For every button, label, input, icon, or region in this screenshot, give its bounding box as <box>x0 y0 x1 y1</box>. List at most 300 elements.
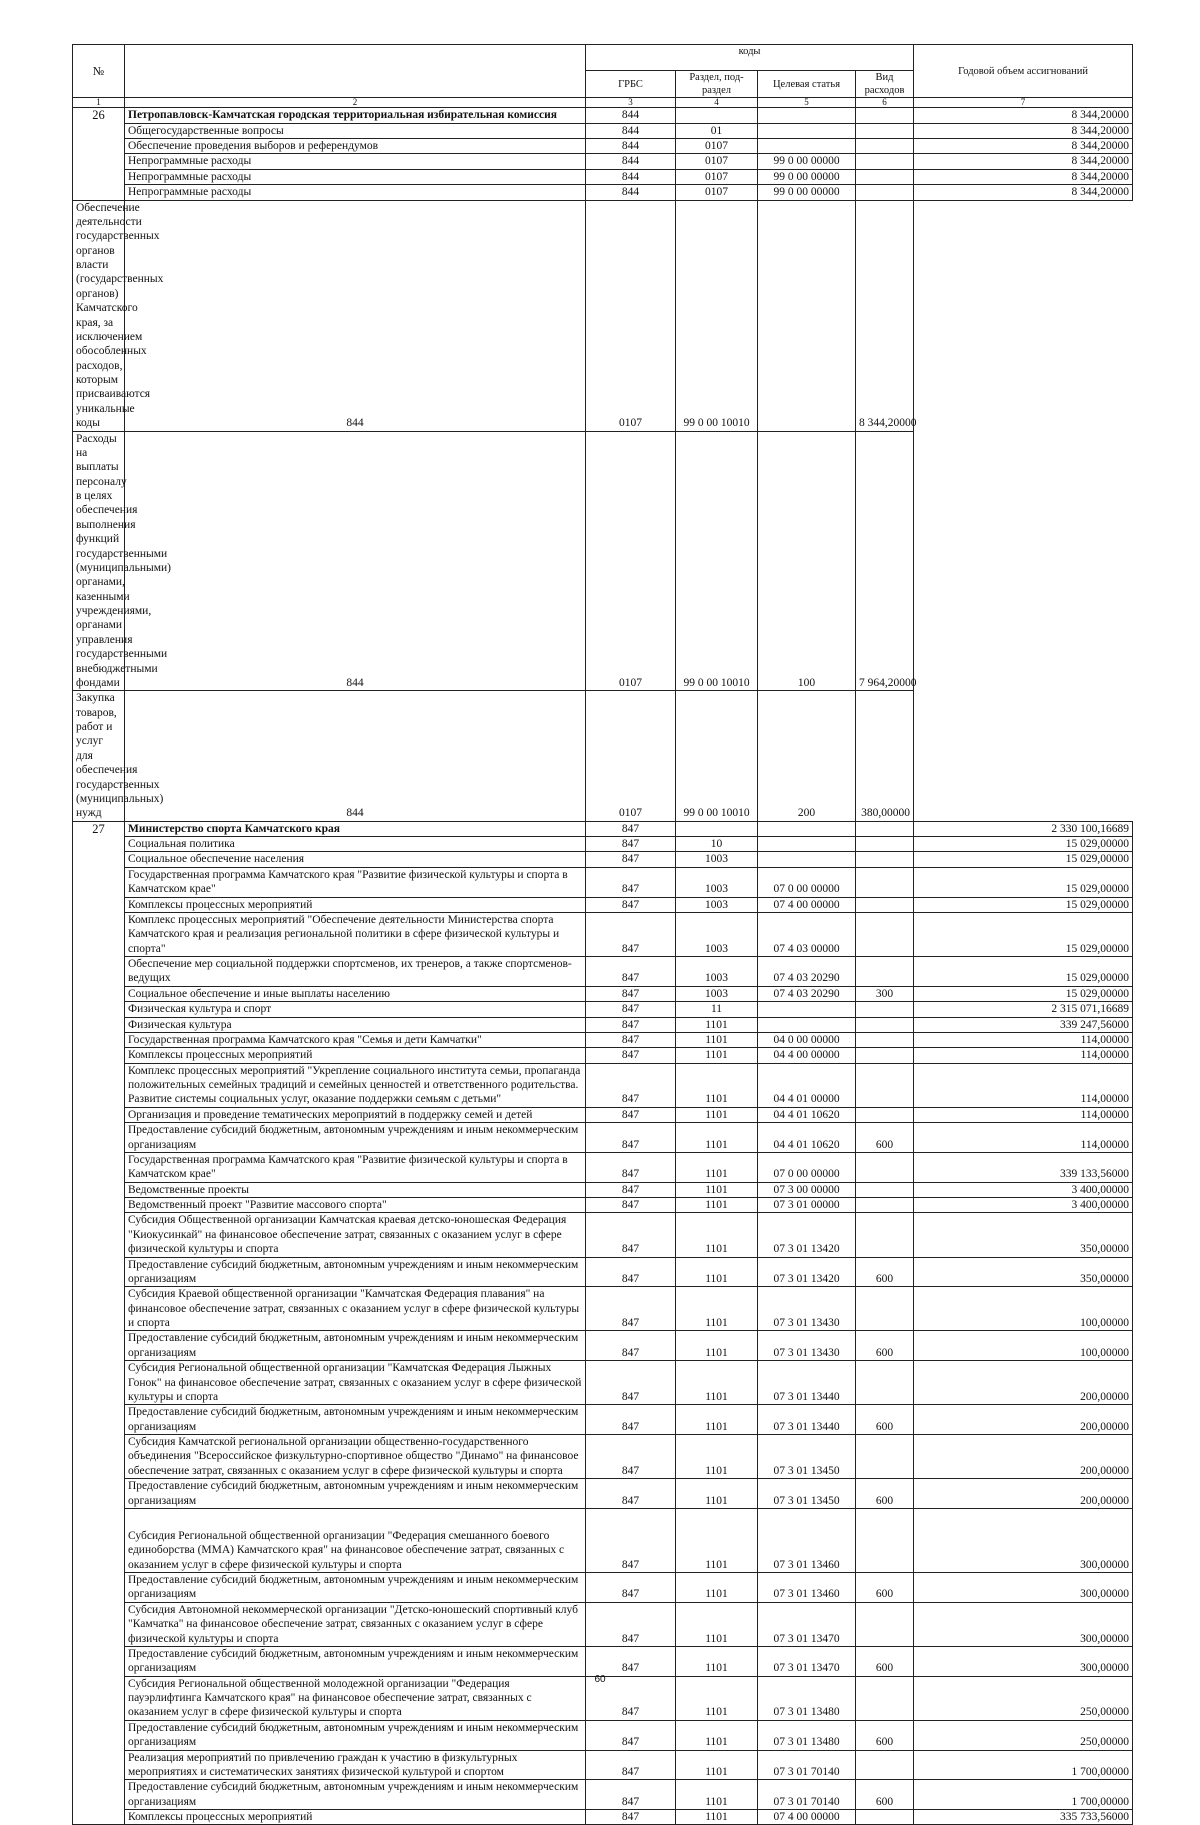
grbs-cell: 847 <box>586 957 676 987</box>
name-cell: Общегосударственные вопросы <box>125 123 586 138</box>
amount-cell: 1 700,00000 <box>914 1780 1133 1810</box>
header-annual-volume: Годовой объем ассигнований <box>914 45 1133 98</box>
target-article-cell <box>758 123 856 138</box>
amount-cell: 114,00000 <box>914 1123 1133 1153</box>
target-article-cell: 07 4 03 20290 <box>758 986 856 1001</box>
expense-type-cell <box>758 200 856 431</box>
table-row <box>73 897 1133 912</box>
section-cell: 0107 <box>676 185 758 200</box>
grbs-cell: 847 <box>586 1287 676 1331</box>
section-cell: 1101 <box>676 1750 758 1780</box>
grbs-cell: 844 <box>125 200 586 431</box>
grbs-cell: 847 <box>586 1048 676 1063</box>
amount-cell: 114,00000 <box>914 1032 1133 1047</box>
grbs-cell: 847 <box>586 1646 676 1676</box>
name-cell: Непрограммные расходы <box>125 169 586 184</box>
column-number: 3 <box>586 98 676 108</box>
name-cell: Государственная программа Камчатского края "Развитие физической культуры и спорта в Камчатском крае" <box>125 867 586 897</box>
table-row <box>73 1287 1133 1331</box>
amount-cell: 339 247,56000 <box>914 1017 1133 1032</box>
table-row <box>73 1780 1133 1810</box>
header-expense-type: Вид расходов <box>856 71 914 98</box>
grbs-cell: 847 <box>586 1405 676 1435</box>
name-cell: Расходы на выплаты персоналу в целях обеспечения выполнения функций государственными (муниципальными) органами, казенными учреждениями, органами управления государственными внебюджетными фондами <box>73 431 125 691</box>
expense-type-cell <box>856 1602 914 1646</box>
section-cell: 11 <box>676 1002 758 1017</box>
table-row <box>73 108 1133 123</box>
name-cell: Предоставление субсидий бюджетным, автономным учреждениям и иным некоммерческим организациям <box>125 1780 586 1810</box>
table-row <box>73 837 1133 852</box>
amount-cell: 8 344,20000 <box>856 200 914 431</box>
target-article-cell: 04 4 01 10620 <box>758 1123 856 1153</box>
expense-type-cell <box>856 1435 914 1479</box>
table-row <box>73 1198 1133 1213</box>
name-cell: Ведомственный проект "Развитие массового спорта" <box>125 1198 586 1213</box>
amount-cell: 1 700,00000 <box>914 1750 1133 1780</box>
amount-cell: 114,00000 <box>914 1107 1133 1122</box>
name-cell: Социальная политика <box>125 837 586 852</box>
section-cell: 1101 <box>676 1720 758 1750</box>
expense-type-cell: 600 <box>856 1479 914 1509</box>
amount-cell: 3 400,00000 <box>914 1198 1133 1213</box>
section-cell: 1101 <box>676 1152 758 1182</box>
target-article-cell: 07 3 01 13480 <box>758 1720 856 1750</box>
table-row <box>73 1152 1133 1182</box>
column-number: 5 <box>758 98 856 108</box>
name-cell: Государственная программа Камчатского края "Развитие физической культуры и спорта в Камчатском крае" <box>125 1152 586 1182</box>
expense-type-cell <box>856 1182 914 1197</box>
name-cell: Государственная программа Камчатского края "Семья и дети Камчатки" <box>125 1032 586 1047</box>
grbs-cell: 847 <box>586 1198 676 1213</box>
amount-cell: 8 344,20000 <box>914 139 1133 154</box>
amount-cell: 200,00000 <box>914 1405 1133 1435</box>
header-target-article: Целевая статья <box>758 71 856 98</box>
expense-type-cell <box>856 1287 914 1331</box>
expense-type-cell <box>856 897 914 912</box>
name-cell: Обеспечение мер социальной поддержки спортсменов, их тренеров, а также спортсменов-ведущих <box>125 957 586 987</box>
amount-cell: 7 964,20000 <box>856 431 914 691</box>
expense-type-cell <box>856 169 914 184</box>
expense-type-cell <box>856 1002 914 1017</box>
section-cell: 10 <box>676 837 758 852</box>
table-row <box>73 1123 1133 1153</box>
expense-type-cell <box>856 1361 914 1405</box>
target-article-cell: 99 0 00 10010 <box>676 691 758 821</box>
amount-cell: 8 344,20000 <box>914 169 1133 184</box>
table-row <box>73 1032 1133 1047</box>
table-row <box>73 867 1133 897</box>
table-row <box>73 1720 1133 1750</box>
amount-cell: 8 344,20000 <box>914 185 1133 200</box>
amount-cell: 8 344,20000 <box>914 108 1133 123</box>
amount-cell: 15 029,00000 <box>914 957 1133 987</box>
table-row <box>73 1017 1133 1032</box>
amount-cell: 200,00000 <box>914 1361 1133 1405</box>
grbs-cell: 847 <box>586 1810 676 1825</box>
grbs-cell: 847 <box>586 1720 676 1750</box>
target-article-cell: 07 3 01 70140 <box>758 1750 856 1780</box>
target-article-cell <box>758 108 856 123</box>
header-name <box>125 45 586 98</box>
amount-cell: 339 133,56000 <box>914 1152 1133 1182</box>
table-row <box>73 1750 1133 1780</box>
name-cell: Социальное обеспечение и иные выплаты населению <box>125 986 586 1001</box>
table-row <box>73 1048 1133 1063</box>
grbs-cell: 844 <box>586 154 676 169</box>
table-row <box>73 1508 1133 1572</box>
expense-type-cell <box>856 912 914 956</box>
grbs-cell: 847 <box>586 1107 676 1122</box>
column-number: 1 <box>73 98 125 108</box>
target-article-cell: 07 3 01 13440 <box>758 1405 856 1435</box>
grbs-cell: 847 <box>586 1361 676 1405</box>
section-cell: 1101 <box>676 1479 758 1509</box>
expense-type-cell <box>856 852 914 867</box>
header-grbs: ГРБС <box>586 71 676 98</box>
table-row <box>73 1361 1133 1405</box>
section-cell: 1101 <box>676 1602 758 1646</box>
name-cell <box>125 1508 586 1572</box>
target-article-cell <box>758 837 856 852</box>
grbs-cell: 847 <box>586 821 676 836</box>
grbs-cell: 847 <box>586 1602 676 1646</box>
name-cell: Предоставление субсидий бюджетным, автономным учреждениям и иным некоммерческим организациям <box>125 1479 586 1509</box>
target-article-cell: 07 3 01 13440 <box>758 1361 856 1405</box>
blank-line <box>128 1509 582 1529</box>
header-number: № <box>73 45 125 98</box>
name-cell: Комплексы процессных мероприятий <box>125 897 586 912</box>
section-cell: 1101 <box>676 1198 758 1213</box>
amount-cell: 2 330 100,16689 <box>914 821 1133 836</box>
expense-type-cell <box>856 185 914 200</box>
target-article-cell: 07 4 03 00000 <box>758 912 856 956</box>
grbs-cell: 847 <box>586 1257 676 1287</box>
section-cell: 1101 <box>676 1048 758 1063</box>
grbs-cell: 847 <box>586 1123 676 1153</box>
target-article-cell: 07 3 01 13450 <box>758 1435 856 1479</box>
section-cell: 1101 <box>676 1361 758 1405</box>
budget-table-page <box>72 44 1132 1825</box>
amount-cell: 380,00000 <box>856 691 914 821</box>
expense-type-cell: 200 <box>758 691 856 821</box>
amount-cell: 335 733,56000 <box>914 1810 1133 1825</box>
table-row <box>73 1810 1133 1825</box>
target-article-cell: 99 0 00 00000 <box>758 169 856 184</box>
header-row-1 <box>73 45 1133 71</box>
name-cell: Министерство спорта Камчатского края <box>125 821 586 836</box>
section-cell: 0107 <box>676 154 758 169</box>
expense-type-cell <box>856 821 914 836</box>
name-cell: Комплексы процессных мероприятий <box>125 1810 586 1825</box>
table-row <box>73 1479 1133 1509</box>
grbs-cell: 847 <box>586 1331 676 1361</box>
grbs-cell: 847 <box>586 867 676 897</box>
name-cell: Субсидия Общественной организации Камчатская краевая детско-юношеская Федерация "Киокусинкай" на финансовое обеспечение затрат, связанных с оказанием услуг в сфере физической культуры и спорта <box>125 1213 586 1257</box>
section-cell: 1101 <box>676 1780 758 1810</box>
column-number: 6 <box>856 98 914 108</box>
expense-type-cell <box>856 1107 914 1122</box>
section-cell: 1101 <box>676 1017 758 1032</box>
table-row <box>73 957 1133 987</box>
target-article-cell: 07 0 00 00000 <box>758 867 856 897</box>
column-number: 7 <box>914 98 1133 108</box>
table-row <box>73 852 1133 867</box>
grbs-cell: 844 <box>586 108 676 123</box>
name-cell: Субсидия Региональной общественной организации "Камчатская Федерация Лыжных Гонок" на финансовое обеспечение затрат, связанных с оказанием услуг в сфере физической культуры и спорта <box>125 1361 586 1405</box>
table-row <box>73 1063 1133 1107</box>
section-cell: 01 <box>676 123 758 138</box>
grbs-cell: 847 <box>586 1032 676 1047</box>
target-article-cell: 99 0 00 10010 <box>676 200 758 431</box>
expense-type-cell <box>856 1750 914 1780</box>
section-cell: 1101 <box>676 1107 758 1122</box>
grbs-cell: 847 <box>586 1479 676 1509</box>
amount-cell: 8 344,20000 <box>914 154 1133 169</box>
table-row <box>73 1107 1133 1122</box>
section-cell: 1003 <box>676 912 758 956</box>
amount-cell: 114,00000 <box>914 1063 1133 1107</box>
table-row <box>73 1331 1133 1361</box>
target-article-cell <box>758 852 856 867</box>
section-cell: 1003 <box>676 897 758 912</box>
column-number-row <box>73 98 1133 108</box>
name-cell: Физическая культура <box>125 1017 586 1032</box>
expense-type-cell <box>856 837 914 852</box>
expense-type-cell <box>856 1213 914 1257</box>
amount-cell: 300,00000 <box>914 1508 1133 1572</box>
amount-cell: 350,00000 <box>914 1257 1133 1287</box>
target-article-cell: 07 4 00 00000 <box>758 1810 856 1825</box>
name-cell: Непрограммные расходы <box>125 185 586 200</box>
grbs-cell: 847 <box>586 1017 676 1032</box>
column-number: 2 <box>125 98 586 108</box>
amount-cell: 100,00000 <box>914 1287 1133 1331</box>
section-cell: 1101 <box>676 1123 758 1153</box>
expense-type-cell <box>856 1063 914 1107</box>
name-cell: Петропавловск-Камчатская городская территориальная избирательная комиссия <box>125 108 586 123</box>
table-row <box>73 986 1133 1001</box>
column-number: 4 <box>676 98 758 108</box>
table-row <box>73 912 1133 956</box>
section-cell: 1101 <box>676 1257 758 1287</box>
section-cell: 1101 <box>676 1331 758 1361</box>
section-cell: 1101 <box>676 1676 758 1720</box>
grbs-cell: 844 <box>586 139 676 154</box>
table-row <box>73 1646 1133 1676</box>
section-cell: 1101 <box>676 1646 758 1676</box>
target-article-cell: 04 4 01 00000 <box>758 1063 856 1107</box>
grbs-cell: 847 <box>586 912 676 956</box>
table-body <box>73 108 1133 1825</box>
amount-cell: 8 344,20000 <box>914 123 1133 138</box>
amount-cell: 250,00000 <box>914 1676 1133 1720</box>
target-article-cell: 07 3 01 00000 <box>758 1198 856 1213</box>
target-article-cell <box>758 1002 856 1017</box>
name-cell: Субсидия Автономной некоммерческой организации "Детско-юношеский спортивный клуб "Камчатка" на финансовое обеспечение затрат, связанных с оказанием услуг в сфере физической культуры и спорта <box>125 1602 586 1646</box>
target-article-cell: 07 0 00 00000 <box>758 1152 856 1182</box>
grbs-cell: 847 <box>586 1780 676 1810</box>
grbs-cell: 847 <box>586 1573 676 1603</box>
grbs-cell: 847 <box>586 1750 676 1780</box>
amount-cell: 2 315 071,16689 <box>914 1002 1133 1017</box>
name-cell: Закупка товаров, работ и услуг для обеспечения государственных (муниципальных) нужд <box>73 691 125 821</box>
target-article-cell: 07 3 01 13420 <box>758 1213 856 1257</box>
section-cell: 0107 <box>586 200 676 431</box>
section-cell: 1003 <box>676 867 758 897</box>
target-article-cell: 07 3 01 13480 <box>758 1676 856 1720</box>
table-row <box>73 123 1133 138</box>
expense-type-cell <box>856 867 914 897</box>
amount-cell: 15 029,00000 <box>914 852 1133 867</box>
section-cell: 1101 <box>676 1405 758 1435</box>
name-cell: Физическая культура и спорт <box>125 1002 586 1017</box>
name-cell: Комплексы процессных мероприятий <box>125 1048 586 1063</box>
expense-type-cell <box>856 1810 914 1825</box>
row-number-cell: 26 <box>73 108 125 200</box>
name-cell: Обеспечение деятельности государственных органов власти (государственных органов) Камчатского края, за исключением обособленных расходов, которым присваиваются уникальные коды <box>73 200 125 431</box>
name-cell: Непрограммные расходы <box>125 154 586 169</box>
name-cell: Комплекс процессных мероприятий "Укрепление социального института семьи, пропаганда положительных семейных традиций и семейных ценностей и ответственного родительства. Развитие системы социальных услуг, оказание поддержки семьям с детьми" <box>125 1063 586 1107</box>
target-article-cell: 07 3 01 70140 <box>758 1780 856 1810</box>
name-cell: Обеспечение проведения выборов и референдумов <box>125 139 586 154</box>
target-article-cell: 07 3 01 13450 <box>758 1479 856 1509</box>
name-cell: Предоставление субсидий бюджетным, автономным учреждениям и иным некоммерческим организациям <box>125 1646 586 1676</box>
table-row <box>73 185 1133 200</box>
grbs-cell: 844 <box>586 185 676 200</box>
section-cell: 1101 <box>676 1573 758 1603</box>
amount-cell: 200,00000 <box>914 1435 1133 1479</box>
grbs-cell: 847 <box>586 837 676 852</box>
target-article-cell: 07 3 01 13430 <box>758 1331 856 1361</box>
table-row <box>73 1405 1133 1435</box>
target-article-cell: 99 0 00 10010 <box>676 431 758 691</box>
row-number-cell: 27 <box>73 821 125 1825</box>
target-article-cell: 07 3 01 13420 <box>758 1257 856 1287</box>
table-row <box>73 821 1133 836</box>
table-row <box>73 169 1133 184</box>
target-article-cell: 07 3 01 13460 <box>758 1508 856 1572</box>
name-cell: Субсидия Региональной общественной молодежной организации "Федерация пауэрлифтинга Камчатского края" на финансовое обеспечение затрат, связанных с оказанием услуг в сфере физической культуры и спорта <box>125 1676 586 1720</box>
grbs-cell: 847 <box>586 1508 676 1572</box>
grbs-cell: 847 <box>586 1182 676 1197</box>
expense-type-cell <box>856 139 914 154</box>
name-cell: Организация и проведение тематических мероприятий в поддержку семей и детей <box>125 1107 586 1122</box>
section-cell <box>676 821 758 836</box>
section-cell: 1101 <box>676 1435 758 1479</box>
expense-type-cell <box>856 1032 914 1047</box>
target-article-cell <box>758 821 856 836</box>
table-row <box>73 1182 1133 1197</box>
target-article-cell: 99 0 00 00000 <box>758 185 856 200</box>
name-cell: Предоставление субсидий бюджетным, автономным учреждениям и иным некоммерческим организациям <box>125 1331 586 1361</box>
name-cell: Комплекс процессных мероприятий "Обеспечение деятельности Министерства спорта Камчатского края и реализация региональной политики в сфере физической культуры и спорта" <box>125 912 586 956</box>
header-codes: коды <box>586 45 914 71</box>
expense-type-cell: 600 <box>856 1720 914 1750</box>
table-row <box>73 154 1133 169</box>
table-row <box>73 431 1133 691</box>
amount-cell: 350,00000 <box>914 1213 1133 1257</box>
amount-cell: 114,00000 <box>914 1048 1133 1063</box>
section-cell: 1101 <box>676 1032 758 1047</box>
grbs-cell: 844 <box>586 169 676 184</box>
expense-type-cell: 600 <box>856 1405 914 1435</box>
expense-type-cell <box>856 1198 914 1213</box>
name-cell: Ведомственные проекты <box>125 1182 586 1197</box>
name-cell: Социальное обеспечение населения <box>125 852 586 867</box>
expense-type-cell <box>856 154 914 169</box>
amount-cell: 200,00000 <box>914 1479 1133 1509</box>
expense-type-cell: 100 <box>758 431 856 691</box>
table-row <box>73 1213 1133 1257</box>
section-cell: 1101 <box>676 1182 758 1197</box>
page-number: 60 <box>594 1674 606 1685</box>
name-cell: Предоставление субсидий бюджетным, автономным учреждениям и иным некоммерческим организациям <box>125 1720 586 1750</box>
section-cell: 1101 <box>676 1810 758 1825</box>
expense-type-cell: 300 <box>856 986 914 1001</box>
amount-cell: 100,00000 <box>914 1331 1133 1361</box>
target-article-cell: 07 3 01 13470 <box>758 1646 856 1676</box>
amount-cell: 15 029,00000 <box>914 897 1133 912</box>
section-cell: 1101 <box>676 1508 758 1572</box>
expense-type-cell <box>856 1508 914 1572</box>
target-article-cell <box>758 1017 856 1032</box>
grbs-cell: 847 <box>586 852 676 867</box>
expense-type-cell: 600 <box>856 1331 914 1361</box>
name-cell: Предоставление субсидий бюджетным, автономным учреждениям и иным некоммерческим организациям <box>125 1405 586 1435</box>
grbs-cell: 847 <box>586 1435 676 1479</box>
amount-cell: 15 029,00000 <box>914 867 1133 897</box>
target-article-cell: 04 4 00 00000 <box>758 1048 856 1063</box>
amount-cell: 250,00000 <box>914 1720 1133 1750</box>
target-article-cell: 07 3 01 13460 <box>758 1573 856 1603</box>
target-article-cell: 07 4 03 20290 <box>758 957 856 987</box>
grbs-cell: 847 <box>586 1002 676 1017</box>
table-row <box>73 1257 1133 1287</box>
header-section: Раздел, под-раздел <box>676 71 758 98</box>
name-cell: Предоставление субсидий бюджетным, автономным учреждениям и иным некоммерческим организациям <box>125 1257 586 1287</box>
table-row <box>73 139 1133 154</box>
grbs-cell: 847 <box>586 1676 676 1720</box>
name-cell: Реализация мероприятий по привлечению граждан к участию в физкультурных мероприятиях и систематических занятиях физической культурой и спортом <box>125 1750 586 1780</box>
name-cell: Субсидия Камчатской региональной организации общественно-государственного объединения "Всероссийское физкультурно-спортивное общество "Динамо" на финансовое обеспечение затрат, связанных с оказанием услуг в сфере физической культуры и спорта <box>125 1435 586 1479</box>
section-cell: 1003 <box>676 852 758 867</box>
target-article-cell: 07 4 00 00000 <box>758 897 856 912</box>
grbs-cell: 847 <box>586 1063 676 1107</box>
grbs-cell: 844 <box>125 431 586 691</box>
grbs-cell: 847 <box>586 986 676 1001</box>
target-article-cell: 07 3 01 13430 <box>758 1287 856 1331</box>
table-row <box>73 200 1133 431</box>
target-article-cell: 99 0 00 00000 <box>758 154 856 169</box>
section-cell: 0107 <box>586 431 676 691</box>
amount-cell: 300,00000 <box>914 1602 1133 1646</box>
section-cell: 0107 <box>676 139 758 154</box>
table-row <box>73 1573 1133 1603</box>
expense-type-cell: 600 <box>856 1123 914 1153</box>
table-row <box>73 1002 1133 1017</box>
target-article-cell: 04 0 00 00000 <box>758 1032 856 1047</box>
section-cell: 0107 <box>676 169 758 184</box>
grbs-cell: 847 <box>586 1213 676 1257</box>
section-cell: 1003 <box>676 986 758 1001</box>
expense-type-cell <box>856 1048 914 1063</box>
expense-type-cell: 600 <box>856 1646 914 1676</box>
expense-type-cell <box>856 957 914 987</box>
table-row <box>73 691 1133 821</box>
expense-type-cell <box>856 1017 914 1032</box>
amount-cell: 15 029,00000 <box>914 986 1133 1001</box>
table-row <box>73 1602 1133 1646</box>
